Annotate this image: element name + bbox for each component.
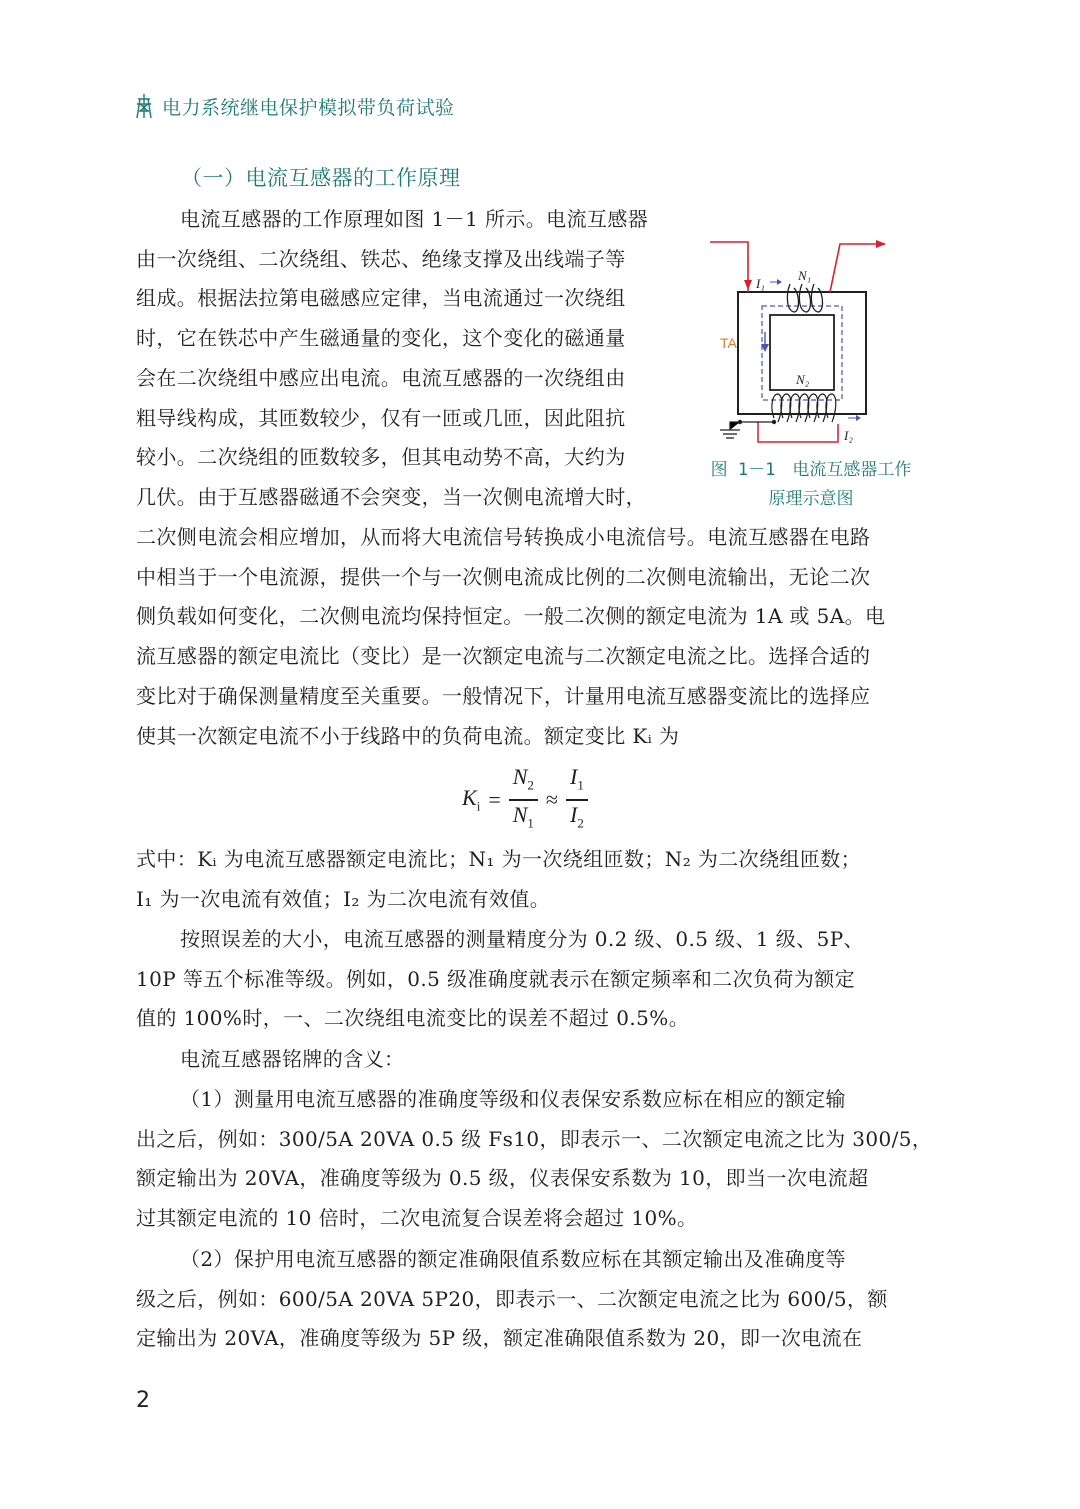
text-line: 定输出为 20VA，准确度等级为 5P 级，额定准确限值系数为 20，即一次电流在 [136, 1326, 863, 1351]
text-line: 过其额定电流的 10 倍时，二次电流复合误差将会超过 10%。 [136, 1206, 698, 1231]
secondary-winding [772, 394, 836, 422]
label-i2: I₂ [844, 428, 853, 443]
text-line: 电流互感器的工作原理如图 1－1 所示。电流互感器 [180, 207, 649, 231]
paragraph-1-narrow [136, 200, 662, 518]
text-line: 侧负载如何变化，二次侧电流均保持恒定。一般二次侧的额定电流为 1A 或 5A。电 [136, 604, 886, 629]
text-line: 几伏。由于互感器磁通不会突变，当一次侧电流增大时， [136, 484, 646, 509]
text-line: 值的 100%时，一、二次绕组电流变比的误差不超过 0.5%。 [136, 1006, 690, 1031]
paragraph-symbols [136, 840, 926, 919]
caption-line: 原理示意图 [768, 489, 854, 509]
running-header [134, 92, 455, 120]
text-line: 式中：Kᵢ 为电流互感器额定电流比；N₁ 为一次绕组匝数；N₂ 为二次绕组匝数； [136, 847, 862, 871]
text-line: （1）测量用电流互感器的准确度等级和仪表保安系数应标在相应的额定输 [180, 1087, 846, 1111]
section-heading: （一）电流互感器的工作原理 [181, 166, 461, 190]
text-line: 较小。二次绕组的匝数较多，但其电动势不高，大约为 [136, 445, 626, 470]
text-line: 二次侧电流会相应增加，从而将大电流信号转换成小电流信号。电流互感器在电路 [136, 525, 871, 549]
text-line: 流互感器的额定电流比（变比）是一次额定电流与二次额定电流之比。选择合适的 [136, 644, 871, 669]
text-line: 10P 等五个标准等级。例如，0.5 级准确度就表示在额定频率和二次负荷为额定 [136, 966, 856, 991]
label-n1: N₁ [798, 268, 812, 283]
book-title: 电力系统继电保护模拟带负荷试验 [162, 96, 455, 119]
paragraph-1-full [136, 518, 926, 756]
ratio-formula [462, 763, 588, 832]
primary-conductor-in [710, 242, 748, 292]
ground-symbol [720, 422, 740, 438]
transmission-tower-icon [134, 93, 154, 119]
formula-fraction-turns: $\frac{N_2}{N_1}$ [509, 763, 538, 837]
formula-approx: ≈ [545, 787, 558, 812]
text-line: 中相当于一个电流源，提供一个与一次侧电流成比例的二次侧电流输出，无论二次 [136, 564, 871, 589]
paragraph-protection-ct [136, 1240, 926, 1359]
paragraph-accuracy-classes [136, 920, 926, 1039]
primary-conductor-out [830, 244, 885, 292]
formula-fraction-currents: $\frac{I_1}{I_2}$ [566, 763, 588, 837]
caption-line: 图 1－1 电流互感器工作 [710, 460, 912, 480]
formula-equals: = [488, 787, 501, 812]
page-number: 2 [136, 1388, 150, 1413]
primary-winding [787, 284, 822, 312]
formula-lhs: $K_i$ [462, 785, 481, 814]
text-line: I₁ 为一次电流有效值；I₂ 为二次电流有效值。 [136, 886, 551, 911]
text-line: 变比对于确保测量精度至关重要。一般情况下，计量用电流互感器变流比的选择应 [136, 683, 871, 708]
text-line: 组成。根据法拉第电磁感应定律，当电流通过一次绕组 [136, 286, 626, 311]
text-line: 级之后，例如：600/5A 20VA 5P20，即表示一、二次额定电流之比为 600/5，额 [136, 1286, 888, 1311]
text-line: 出之后，例如：300/5A 20VA 0.5 级 Fs10，即表示一、二次额定电流之比为 300/5， [136, 1126, 933, 1151]
label-i1: I₁ [756, 276, 765, 291]
text-line: 时，它在铁芯中产生磁通量的变化，这个变化的磁通量 [136, 326, 626, 351]
paragraph-nameplate-intro [136, 1040, 926, 1080]
text-line: （2）保护用电流互感器的额定准确限值系数应标在其额定输出及准确度等 [180, 1247, 846, 1271]
text-line: 由一次绕组、二次绕组、铁芯、绝缘支撑及出线端子等 [136, 246, 626, 271]
paragraph-measurement-ct [136, 1080, 933, 1239]
text-line: 额定输出为 20VA，准确度等级为 0.5 级，仪表保安系数为 10，即当一次电流超 [136, 1166, 869, 1191]
text-line: 粗导线构成，其匝数较少，仅有一匝或几匝，因此阻抗 [136, 405, 626, 430]
label-n2: N₂ [796, 372, 810, 387]
figure-caption [686, 456, 936, 514]
secondary-load-loop [758, 422, 838, 442]
label-ta: TA [720, 335, 737, 351]
text-line: 按照误差的大小，电流互感器的测量精度分为 0.2 级、0.5 级、1 级、5P、 [180, 927, 864, 951]
text-line: 电流互感器铭牌的含义： [180, 1047, 405, 1071]
text-line: 使其一次额定电流不小于线路中的负荷电流。额定变比 Kᵢ 为 [136, 723, 680, 748]
text-line: 会在二次绕组中感应出电流。电流互感器的一次绕组由 [136, 365, 626, 390]
